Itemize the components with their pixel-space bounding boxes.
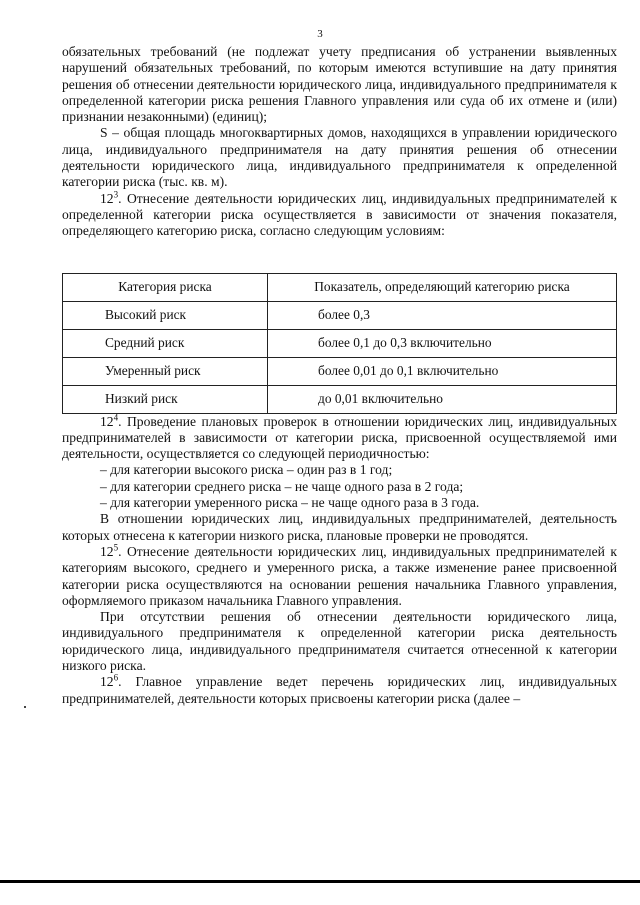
table-row: [63, 329, 617, 357]
table-cell-indicator: более 0,01 до 0,1 включительно: [268, 357, 617, 385]
document-body: [62, 44, 617, 707]
paragraph-text: . Главное управление ведет перечень юридических лиц, индивидуальных предпринимателей, деятельности которых присвоены категории риска (далее –: [62, 674, 617, 706]
page-number: 3: [317, 28, 323, 40]
paragraph-text: . Проведение плановых проверок в отношении юридических лиц, индивидуальных предпринимателей в зависимости от категории риска, присвоенной осуществляемой ими деятельности, осуществляется со следующей периодичностью:: [62, 413, 617, 462]
clause-superscript: 4: [113, 412, 119, 423]
table-row: [63, 385, 617, 413]
paragraph-12-3: [62, 191, 617, 240]
paragraph-default-category: При отсутствии решения об отнесении деятельности юридического лица, индивидуального предпринимателя к определенной категории риска деятельность юридического лица, индивидуального предпринимателя считается отнесенной к категории низкого риска.: [62, 609, 617, 674]
clause-number: 12: [100, 413, 114, 429]
table-cell-category: Средний риск: [63, 329, 268, 357]
clause-superscript: 3: [113, 189, 119, 200]
list-item: – для категории умеренного риска – не чаще одного раза в 3 года.: [100, 495, 480, 511]
table-row: [63, 301, 617, 329]
table-cell-indicator: более 0,3: [268, 301, 617, 329]
clause-superscript: 5: [113, 542, 119, 553]
paragraph-text: . Отнесение деятельности юридических лиц, индивидуальных предпринимателей к категориям высокого, среднего и умеренного риска, а также изменение ранее присвоенной категории риска осуществляются на основании решения начальника Главного управления, оформляемого приказом начальника Главного управления.: [62, 543, 617, 608]
scan-mark: [24, 706, 26, 708]
paragraph-12-5: [62, 544, 617, 609]
table-header-cell: Категория риска: [63, 273, 268, 301]
table-cell-category: Умеренный риск: [63, 357, 268, 385]
list-item: – для категории среднего риска – не чаще одного раза в 2 года;: [100, 478, 464, 494]
clause-number: 12: [100, 543, 114, 559]
paragraph: обязательных требований (не подлежат учету предписания об устранении выявленных нарушений обязательных требований, по которым имеются вступившие на дату принятия решения об отнесении деятельности юридического лица, индивидуального предпринимателя к определенной категории риска решения Главного управления или суда об их отмене и (или) признании незаконными) (единиц);: [62, 44, 617, 125]
clause-superscript: 6: [113, 672, 119, 683]
table-header-row: [63, 273, 617, 301]
table-cell-category: Высокий риск: [63, 301, 268, 329]
clause-number: 12: [100, 190, 114, 206]
risk-category-table: [62, 273, 617, 414]
table-cell-indicator: более 0,1 до 0,3 включительно: [268, 329, 617, 357]
page-bottom-rule: [0, 880, 640, 883]
paragraph-12-6: [62, 674, 617, 707]
table-cell-category: Низкий риск: [63, 385, 268, 413]
clause-number: 12: [100, 674, 114, 690]
paragraph-low-risk: В отношении юридических лиц, индивидуальных предпринимателей, деятельность которых отнесена к категории низкого риска, плановые проверки не проводятся.: [62, 511, 617, 543]
paragraph-s-definition: S – общая площадь многоквартирных домов, находящихся в управлении юридического лица, индивидуального предпринимателя на дату принятия решения об отнесении деятельности юридического лица, индивидуального предпринимателя к определенной категории риска (тыс. кв. м).: [62, 125, 617, 190]
table-header-cell: Показатель, определяющий категорию риска: [268, 273, 617, 301]
list-item: – для категории высокого риска – один раз в 1 год;: [100, 462, 393, 478]
table-cell-indicator: до 0,01 включительно: [268, 385, 617, 413]
table-row: [63, 357, 617, 385]
paragraph-12-4: [62, 414, 617, 463]
paragraph-text: . Отнесение деятельности юридических лиц, индивидуальных предпринимателей к определенной категории риска осуществляется в зависимости от значения показателя, определяющего категорию риска, согласно следующим условиям:: [62, 190, 617, 239]
